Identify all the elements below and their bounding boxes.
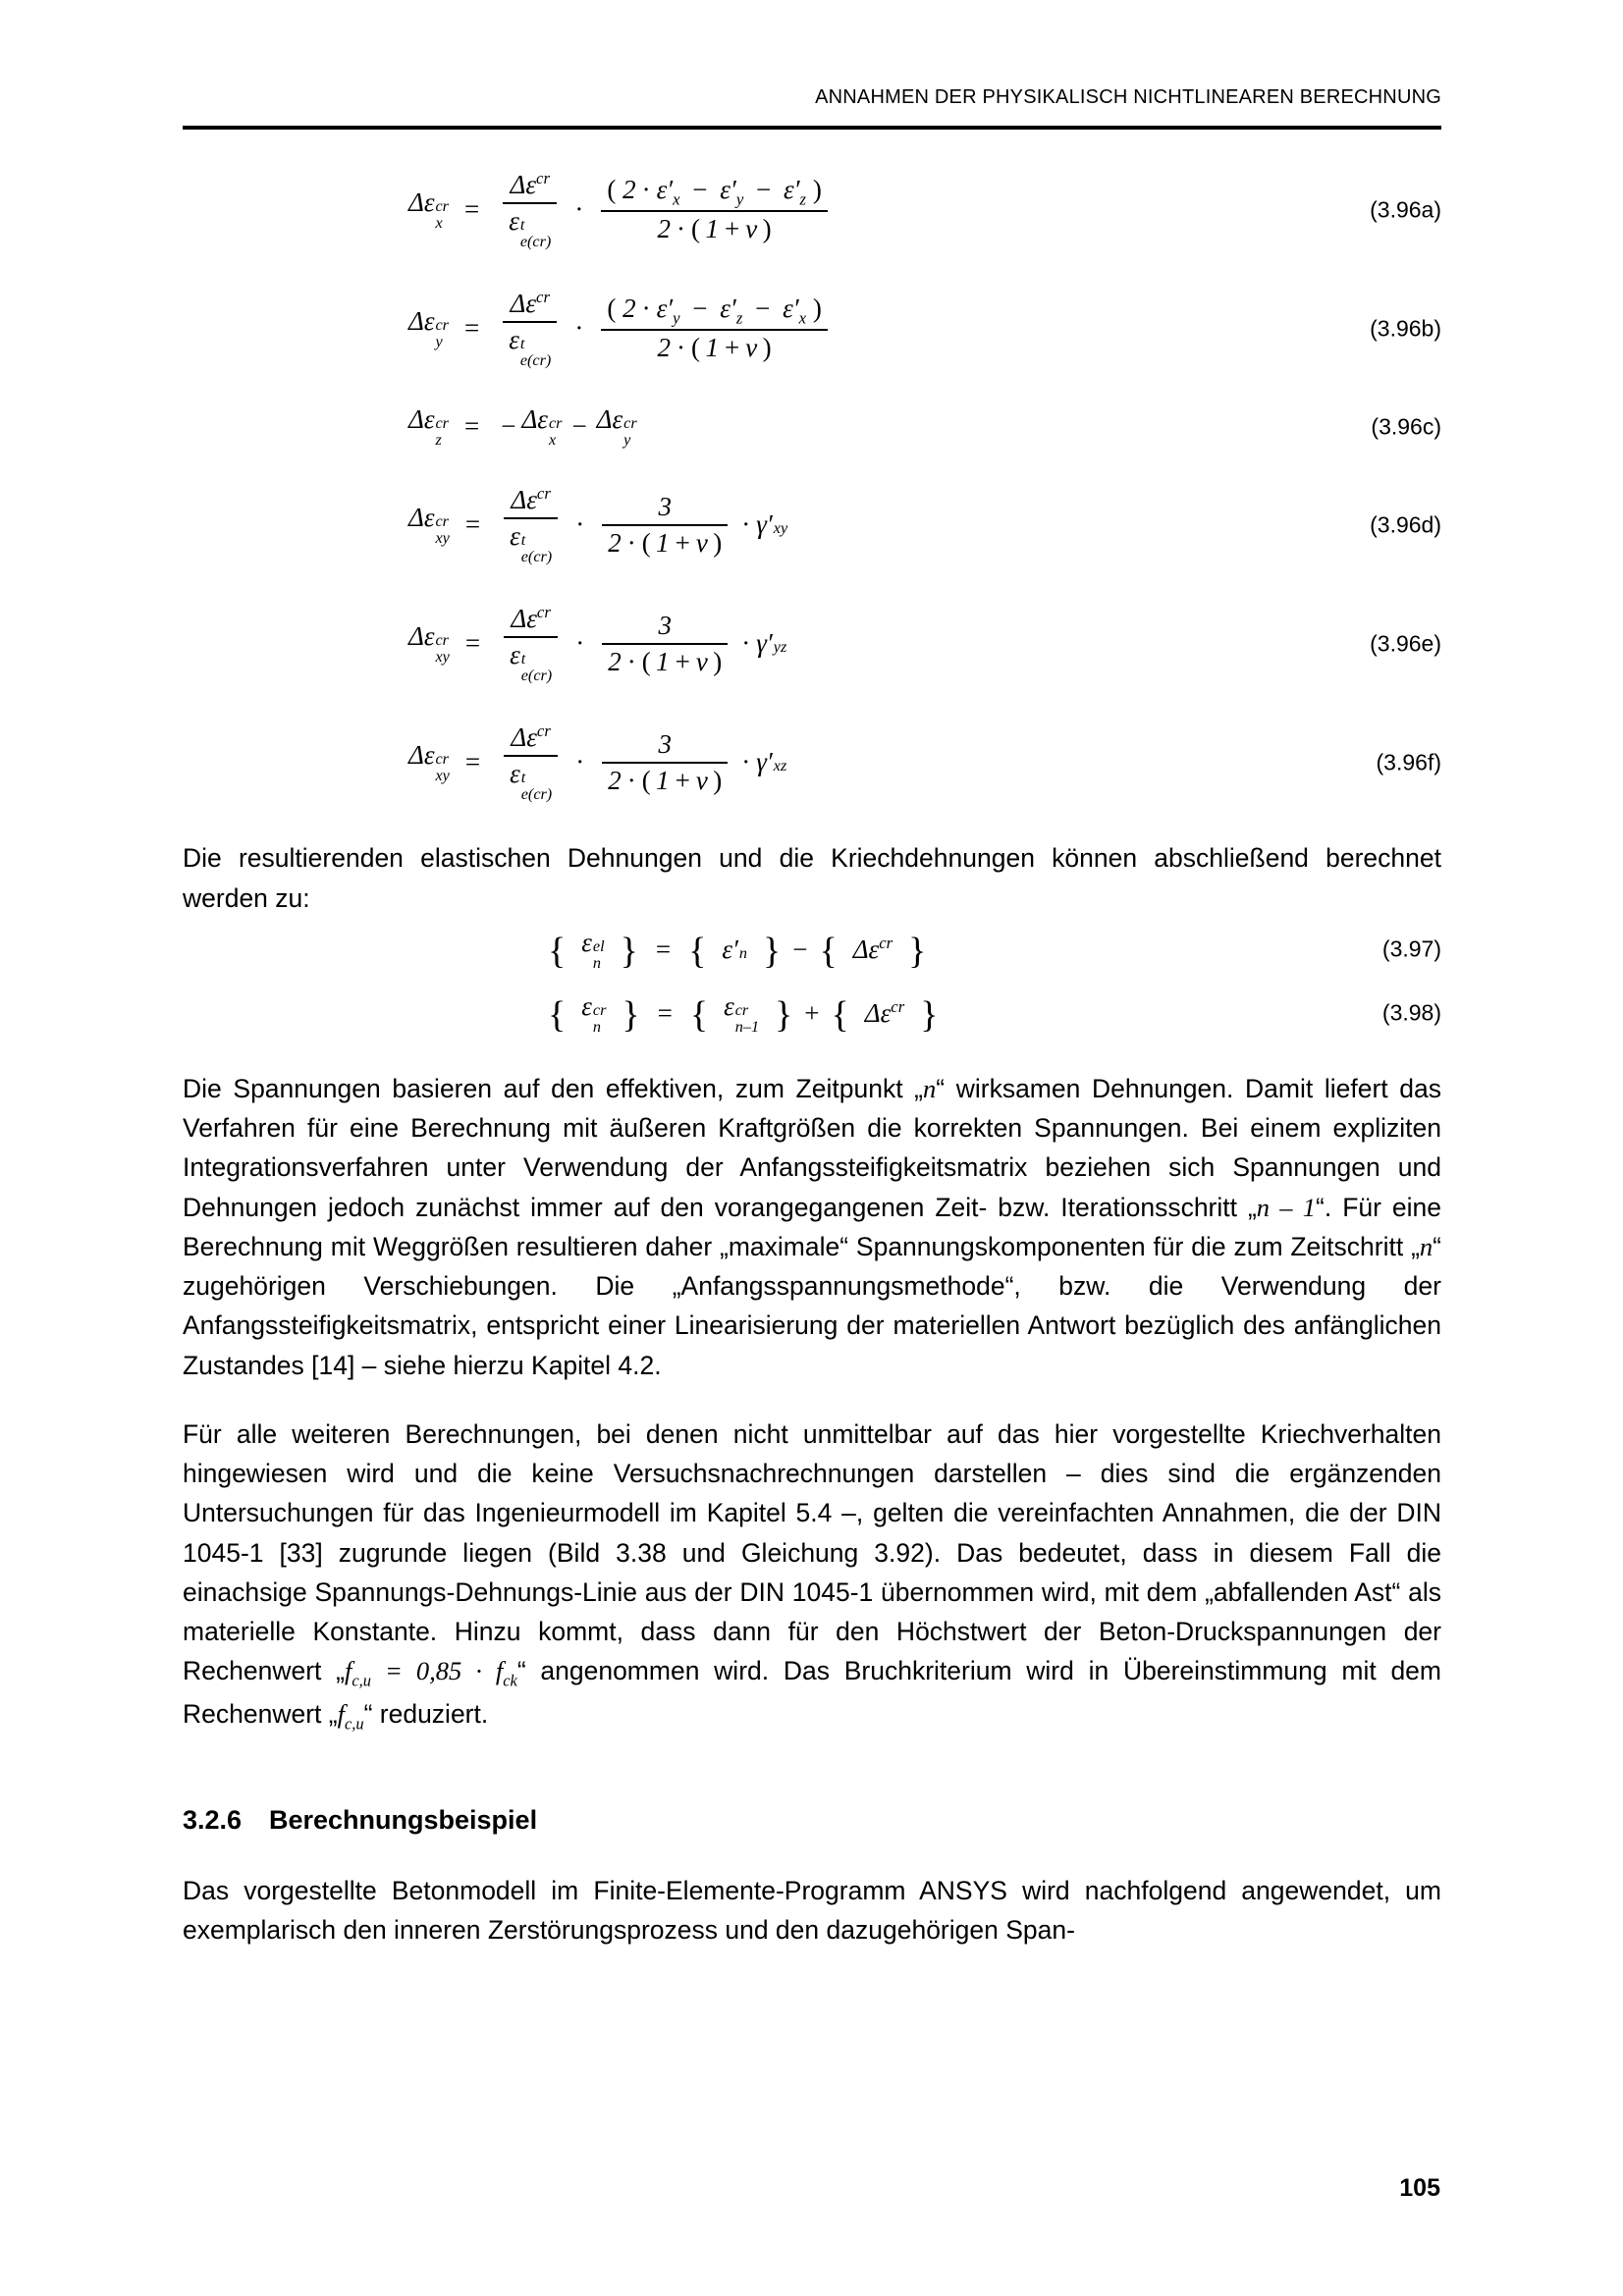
equation-3-97-number: (3.97): [1381, 935, 1441, 962]
equation-3-96f-number: (3.96f): [1376, 749, 1441, 775]
paragraph-stresses: [183, 1069, 1441, 1385]
equation-3-96c-body: Δε cr z = − Δε cr x − Δε cr y: [408, 404, 637, 450]
equation-3-96b: [183, 286, 1441, 371]
paragraph-example-intro: Das vorgestellte Betonmodell im Finite-Elemente-Programm ANSYS wird nachfolgend angewendet, um exemplarisch den inneren Zerstörungsprozess und den dazugehörigen Span-: [183, 1876, 1441, 1946]
equation-3-96f: [183, 720, 1441, 805]
equation-3-96a: [183, 167, 1441, 252]
equation-3-96a-number: (3.96a): [1370, 196, 1441, 223]
p2-part1: Die Spannungen basieren auf den effektiven, zum Zeitpunkt „: [183, 1073, 924, 1103]
equation-3-96a-body: Δε cr x = $\Delta\varepsilon^{cr}$ ε t e(cr) · $\frac{( 2 \cdot \varepsilon'_x - \varepsilon'_y - \varepsilon'_z )}{2 \cdot ( 1 + \nu )}$: [408, 167, 836, 252]
p3-part3: “ reduziert.: [363, 1698, 489, 1729]
equation-3-98-body: { ε cr n } = { ε cr n–1 } + { $\Delta\varepsilon^{cr}$ }: [548, 990, 939, 1037]
p2-symbol-n: n: [923, 1073, 937, 1103]
paragraph-simplified-assumptions: [183, 1415, 1441, 1736]
p3-formula-fcu-2: $f_{c,u}$: [337, 1698, 364, 1734]
section-title: Berechnungsbeispiel: [269, 1805, 538, 1836]
running-head: [183, 86, 1441, 109]
equation-3-97: [183, 928, 1441, 972]
equation-3-96e: [183, 601, 1441, 686]
equation-3-96b-number: (3.96b): [1370, 315, 1441, 342]
section-number: 3.2.6: [183, 1805, 243, 1836]
equation-3-96d-number: (3.96d): [1370, 511, 1441, 538]
p2-part4: “ zugehörigen Verschiebungen. Die „Anfangsspannungsmethode“, bzw. die Verwendung der Anfangssteifigkeitsmatrix, entspricht einer Linearisierung der materiellen Antwort bezüglich des anfänglichen Zustandes [14] – siehe hierzu Kapitel 4.2.: [183, 1231, 1441, 1380]
page-number: 105: [1399, 2174, 1440, 2202]
section-heading: [183, 1805, 1441, 1836]
p3-part2: “ angenommen wird. Das Bruchkriterium wird in Übereinstimmung mit dem Rechenwert „: [183, 1656, 1441, 1729]
header-divider: [183, 126, 1441, 130]
equation-3-96b-body: Δε cr y = $\Delta\varepsilon^{cr}$ ε t e(cr) · $\frac{( 2 \cdot \varepsilon'_y - \varepsilon'_z - \varepsilon'_x )}{2 \cdot ( 1 + \nu )}$: [408, 286, 836, 371]
equation-3-96f-body: Δε cr xy = $\Delta\varepsilon^{cr}$ ε t e(cr) · $\frac{3}{2 \cdot ( 1 + \nu )}$ · γ′ xz: [408, 721, 787, 804]
p3-part1: Für alle weiteren Berechnungen, bei denen nicht unmittelbar auf das hier vorgestellte Kriechverhalten hingewiesen wird und die keine Versuchsnachrechnungen darstellen – dies sind die ergänzenden Untersuchungen für das Ingenieurmodell im Kapitel 5.4 –, gelten die vereinfachten Annahmen, die der DIN 1045-1 [33] zugrunde liegen (Bild 3.38 und Gleichung 3.92). Das bedeutet, dass in diesem Fall die einachsige Spannungs-Dehnungs-Linie aus der DIN 1045-1 übernommen wird, mit dem „abfallenden Ast“ als materielle Konstante. Hinzu kommt, dass dann für den Höchstwert der Beton-Druckspannungen der Rechenwert „: [183, 1418, 1441, 1686]
equation-3-96e-number: (3.96e): [1370, 630, 1441, 657]
equation-3-98-number: (3.98): [1381, 999, 1441, 1026]
equation-3-98: [183, 991, 1441, 1036]
p2-part2: “ wirksamen Dehnungen. Damit liefert das Verfahren für eine Berechnung mit äußeren Kraftgrößen die korrekten Spannungen. Bei einem expliziten Integrationsverfahren unter Verwendung der Anfangssteifigkeitsmatrix beziehen sich Spannungen und Dehnungen jedoch zunächst immer auf den vorangegangenen Zeit- bzw. Iterationsschritt „: [183, 1073, 1441, 1222]
p2-symbol-n-2: n: [1419, 1231, 1434, 1261]
running-head-text: ANNAHMEN DER PHYSIKALISCH NICHTLINEAREN BERECHNUNG: [815, 86, 1441, 108]
equation-3-96d: [183, 482, 1441, 567]
p3-formula-fcu: $f_{c,u} = 0,85 \cdot f_{ck}$: [344, 1656, 517, 1690]
equation-3-96c-number: (3.96c): [1371, 413, 1441, 440]
p2-symbol-n-minus-1: n – 1: [1256, 1192, 1317, 1222]
equation-3-96d-body: Δε cr xy = $\Delta\varepsilon^{cr}$ ε t e(cr) · $\frac{3}{2 \cdot ( 1 + \nu )}$ · γ′ xy: [408, 484, 788, 566]
p2-part3: “. Für eine Berechnung mit Weggrößen resultieren daher „maximale“ Spannungskomponenten für die zum Zeitschritt „: [183, 1192, 1442, 1261]
equation-3-96e-body: Δε cr xy = $\Delta\varepsilon^{cr}$ ε t e(cr) · $\frac{3}{2 \cdot ( 1 + \nu )}$ · γ′ yz: [408, 603, 787, 685]
equation-3-97-body: { ε el n } = { ε′ n } − { $\Delta\varepsilon^{cr}$ }: [548, 927, 927, 973]
equation-3-96c: [183, 404, 1441, 449]
page-content: [183, 157, 1441, 1980]
paragraph-resulting-strains: Die resultierenden elastischen Dehnungen und die Kriechdehnungen können abschließend berechnet werden zu:: [183, 843, 1441, 913]
